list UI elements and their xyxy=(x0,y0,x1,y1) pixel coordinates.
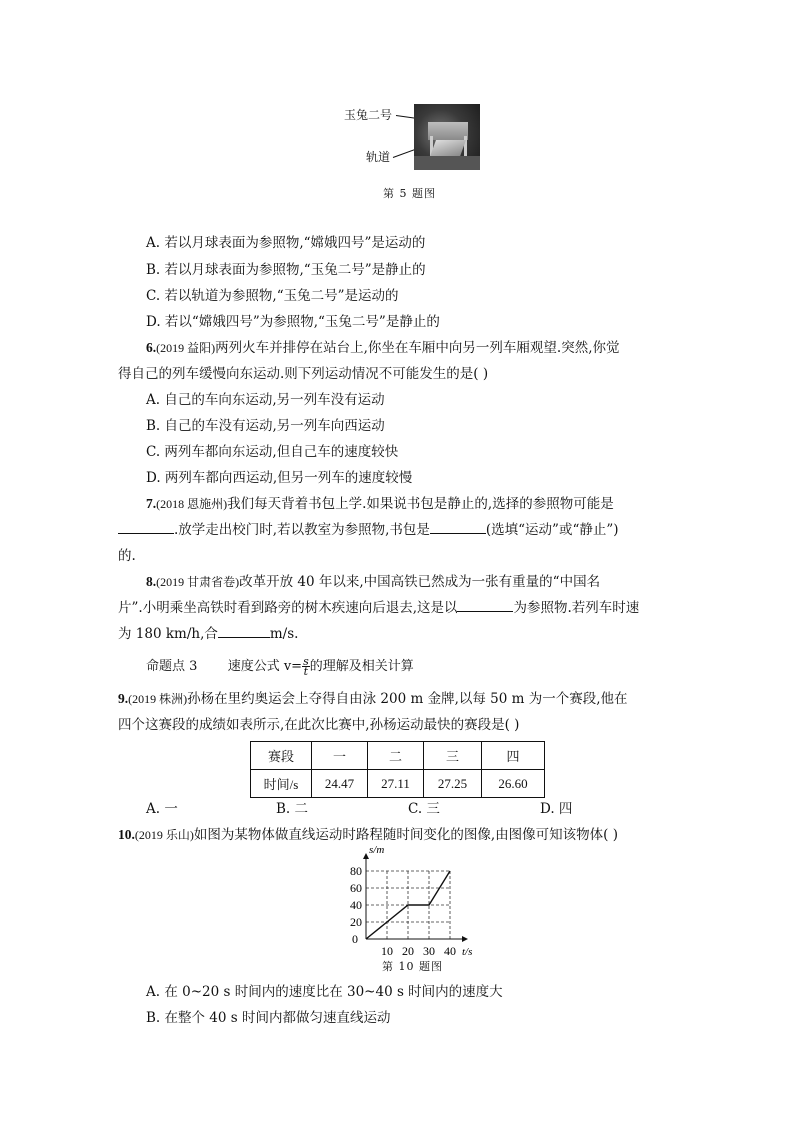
q8-line-3 xyxy=(118,625,298,643)
q6-source: (2019 益阳) xyxy=(156,341,216,355)
label-rover: 玉兔二号 xyxy=(344,108,393,122)
q7-blank-1[interactable] xyxy=(118,521,174,534)
q6-option-b: B. 自己的车没有运动,另一列车向西运动 xyxy=(146,418,385,434)
q7-text-2a: .放学走出校门时,若以教室为参照物,书包是 xyxy=(174,522,430,538)
q8-blank-1[interactable] xyxy=(457,599,513,612)
fraction-denominator: t xyxy=(303,665,309,678)
q8-text-3a: 为 180 km/h,合 xyxy=(118,626,218,642)
q7-line-1 xyxy=(146,495,614,513)
y-tick-label: 80 xyxy=(350,864,362,878)
q6-text-1: 两列火车并排停在站台上,你坐在车厢中向另一列车厢观望.突然,你觉 xyxy=(215,340,620,356)
q9-number: 9. xyxy=(118,691,129,706)
table-row xyxy=(251,742,545,770)
figure-5-caption: 第 5 题图 xyxy=(383,187,436,200)
q5-option-b: B. 若以月球表面为参照物,“玉兔二号”是静止的 xyxy=(146,262,426,278)
x-axis-label: t/s xyxy=(462,946,473,958)
q10-text-1: 如图为某物体做直线运动时路程随时间变化的图像,由图像可知该物体( ) xyxy=(193,827,618,843)
table-header-cell: 三 xyxy=(424,742,482,770)
q6-number: 6. xyxy=(146,340,157,355)
q7-blank-2[interactable] xyxy=(430,521,486,534)
x-tick-label: 10 xyxy=(381,944,393,958)
q7-line-2 xyxy=(118,521,619,539)
q7-number: 7. xyxy=(146,496,157,511)
table-cell: 27.25 xyxy=(424,770,482,798)
table-header-cell: 赛段 xyxy=(251,742,312,770)
chart-axes xyxy=(352,844,472,958)
table-header-cell: 四 xyxy=(482,742,545,770)
distance-time-chart xyxy=(330,842,480,958)
q6-line-1 xyxy=(146,339,620,357)
x-tick-label: 30 xyxy=(423,944,435,958)
q9-split-table xyxy=(250,741,545,798)
fraction-numerator: s xyxy=(303,655,309,668)
q7-line-3: 的. xyxy=(118,548,136,564)
section-3-label: 命题点 3 xyxy=(146,659,198,674)
section-3-title-a: 速度公式 v= xyxy=(227,659,303,674)
q9-option-b: B. 二 xyxy=(276,801,309,817)
q9-line-2: 四个这赛段的成绩如表所示,在此次比赛中,孙杨运动最快的赛段是( ) xyxy=(118,717,520,733)
speed-formula-fraction xyxy=(302,657,310,676)
x-tick-label: 40 xyxy=(444,944,456,958)
table-row xyxy=(251,770,545,798)
origin-label: 0 xyxy=(352,932,358,946)
q8-line-1 xyxy=(146,573,600,591)
q8-source: (2019 甘肃省卷) xyxy=(156,575,240,589)
q6-option-a: A. 自己的车向东运动,另一列车没有运动 xyxy=(146,392,385,408)
q10-number: 10. xyxy=(118,827,135,842)
x-axis-arrow xyxy=(462,936,468,942)
q9-text-1: 孙杨在里约奥运会上夺得自由泳 200 m 金牌,以每 50 m 为一个赛段,他在 xyxy=(187,691,628,707)
figure-10-caption: 第 10 题图 xyxy=(382,960,443,973)
table-cell: 27.11 xyxy=(368,770,424,798)
y-tick-label: 20 xyxy=(350,915,362,929)
table-header-cell: 一 xyxy=(312,742,368,770)
q8-text-2b: 为参照物.若列车时速 xyxy=(513,600,640,616)
label-track: 轨道 xyxy=(366,150,391,164)
y-tick-label: 40 xyxy=(350,898,362,912)
q7-source: (2018 恩施州) xyxy=(156,497,228,511)
q8-text-1: 改革开放 40 年以来,中国高铁已然成为一张有重量的“中国名 xyxy=(239,574,601,590)
q9-option-a: A. 一 xyxy=(146,801,178,817)
q8-blank-2[interactable] xyxy=(218,625,270,638)
q8-text-2a: 片”.小明乘坐高铁时看到路旁的树木疾速向后退去,这是以 xyxy=(118,600,458,616)
q10-source: (2019 乐山) xyxy=(134,828,194,842)
q6-line-2: 得自己的列车缓慢向东运动.则下列运动情况不可能发生的是( ) xyxy=(118,366,489,382)
y-axis-label: s/m xyxy=(369,844,385,856)
q9-option-d: D. 四 xyxy=(540,801,573,817)
x-tick-label: 20 xyxy=(402,944,414,958)
q10-option-b: B. 在整个 40 s 时间内都做匀速直线运动 xyxy=(146,1010,391,1026)
table-cell: 时间/s xyxy=(251,770,312,798)
q6-option-d: D. 两列车都向西运动,但另一列车的速度较慢 xyxy=(146,470,413,486)
q6-option-c: C. 两列车都向东运动,但自己车的速度较快 xyxy=(146,444,399,460)
q5-option-a: A. 若以月球表面为参照物,“嫦娥四号”是运动的 xyxy=(146,235,426,251)
q5-option-d: D. 若以“嫦娥四号”为参照物,“玉兔二号”是静止的 xyxy=(146,314,440,330)
q9-source: (2019 株洲) xyxy=(128,692,188,706)
q8-text-3b: m/s. xyxy=(269,626,299,642)
y-tick-label: 60 xyxy=(350,881,362,895)
q7-text-1: 我们每天背着书包上学.如果说书包是静止的,选择的参照物可能是 xyxy=(227,496,614,512)
section-3-title-b: 的理解及相关计算 xyxy=(309,659,414,674)
rover-photo xyxy=(414,104,480,170)
table-cell: 26.60 xyxy=(482,770,545,798)
table-cell: 24.47 xyxy=(312,770,368,798)
q8-number: 8. xyxy=(146,574,157,589)
q7-text-2b: (选填“运动”或“静止”) xyxy=(485,522,619,538)
table-header-cell: 二 xyxy=(368,742,424,770)
q9-option-c: C. 三 xyxy=(408,801,440,817)
section-3-heading xyxy=(146,656,414,678)
q8-line-2 xyxy=(118,599,639,617)
q5-option-c: C. 若以轨道为参照物,“玉兔二号”是运动的 xyxy=(146,288,399,304)
q9-line-1 xyxy=(118,690,628,708)
q10-option-a: A. 在 0~20 s 时间内的速度比在 30~40 s 时间内的速度大 xyxy=(146,984,503,1000)
